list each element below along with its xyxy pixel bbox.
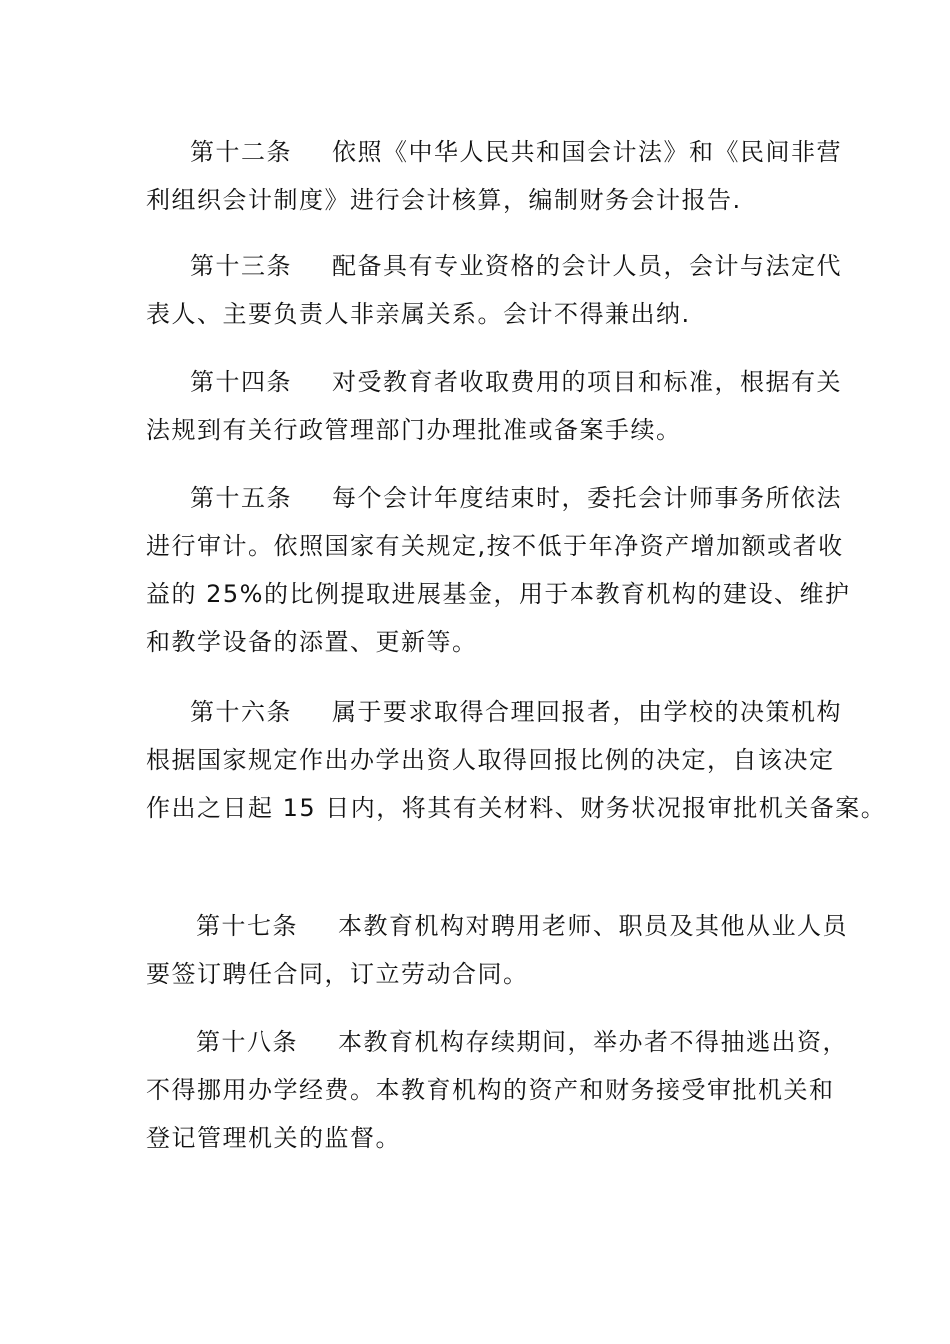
article-15-line-1 (146, 482, 906, 514)
article-12-line-1 (146, 136, 906, 168)
article-13-text-1: 配备具有专业资格的会计人员，会计与法定代 (332, 252, 842, 280)
article-15-line-2: 进行审计。依照国家有关规定,按不低于年净资产增加额或者收 (146, 532, 844, 560)
article-12-title: 第十二条 (190, 138, 292, 166)
article-14-title: 第十四条 (190, 368, 292, 396)
article-13-title: 第十三条 (190, 252, 292, 280)
article-15-line-4: 和教学设备的添置、更新等。 (146, 628, 478, 656)
article-17-line-1 (146, 910, 906, 942)
article-14-line-1 (146, 366, 906, 398)
article-17-line-2: 要签订聘任合同，订立劳动合同。 (146, 960, 529, 988)
article-13-line-1 (146, 250, 906, 282)
article-15-line-3: 益的 25%的比例提取进展基金，用于本教育机构的建设、维护 (146, 580, 851, 608)
article-16-line-2: 根据国家规定作出办学出资人取得回报比例的决定，自该决定 (146, 746, 835, 774)
article-15-title: 第十五条 (190, 484, 292, 512)
article-18-line-3: 登记管理机关的监督。 (146, 1124, 401, 1152)
article-18-line-2: 不得挪用办学经费。本教育机构的资产和财务接受审批机关和 (146, 1076, 835, 1104)
article-18-line-1 (146, 1026, 906, 1058)
article-15-text-1: 每个会计年度结束时，委托会计师事务所依法 (332, 484, 842, 512)
article-18-title: 第十八条 (196, 1028, 298, 1056)
article-12-line-2: 利组织会计制度》进行会计核算，编制财务会计报告. (146, 186, 742, 214)
article-12-text-1: 依照《中华人民共和国会计法》和《民间非营 (332, 138, 842, 166)
article-16-text-1: 属于要求取得合理回报者，由学校的决策机构 (332, 698, 842, 726)
article-14-text-1: 对受教育者收取费用的项目和标准，根据有关 (332, 368, 842, 396)
article-17-title: 第十七条 (196, 912, 298, 940)
article-14-line-2: 法规到有关行政管理部门办理批准或备案手续。 (146, 416, 682, 444)
article-13-line-2: 表人、主要负责人非亲属关系。会计不得兼出纳. (146, 300, 691, 328)
article-16-title: 第十六条 (190, 698, 292, 726)
article-17-text-1: 本教育机构对聘用老师、职员及其他从业人员 (338, 912, 848, 940)
article-16-line-1 (146, 696, 906, 728)
article-16-line-3: 作出之日起 15 日内，将其有关材料、财务状况报审批机关备案。 (146, 794, 887, 822)
article-18-text-1: 本教育机构存续期间，举办者不得抽逃出资， (338, 1028, 848, 1056)
